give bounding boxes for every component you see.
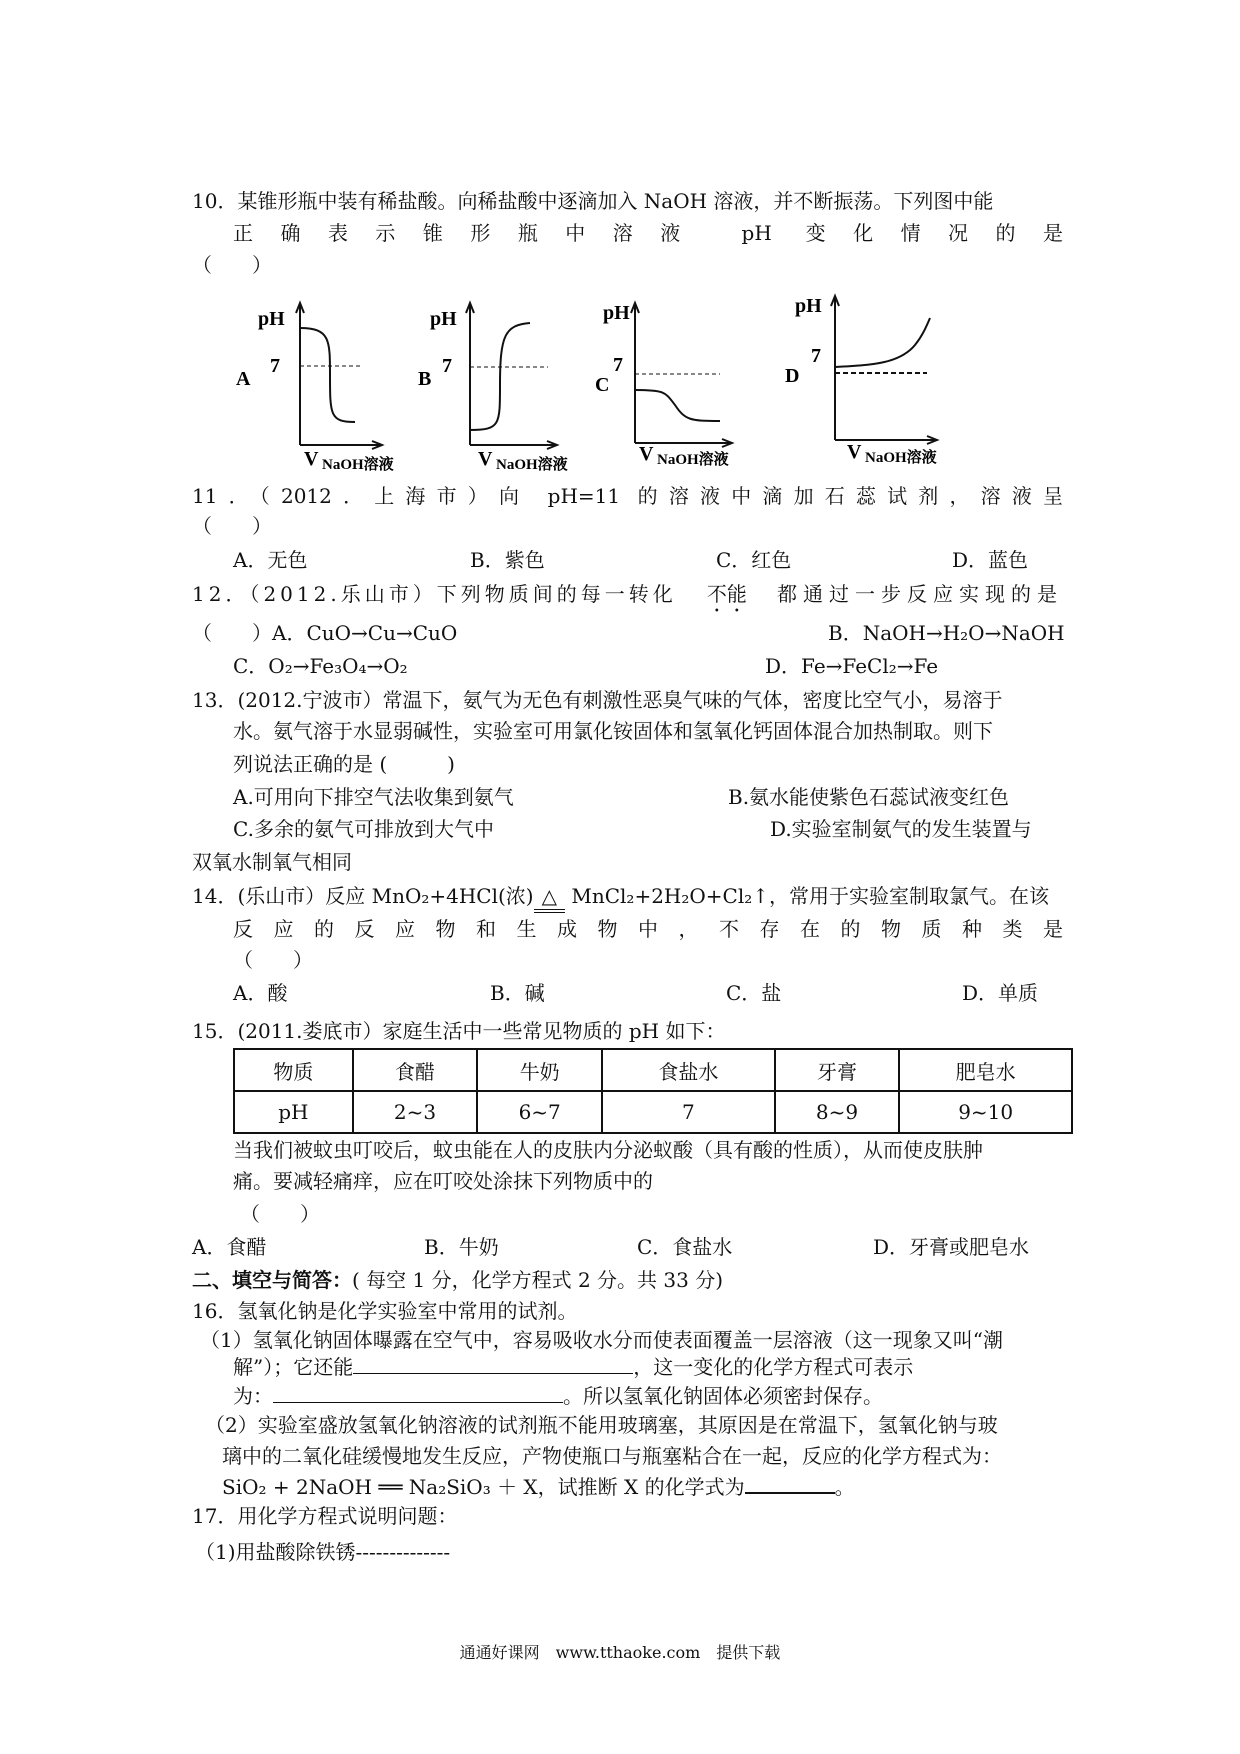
q16-line1: 16．氢氧化钠是化学实验室中常用的试剂。 (192, 1299, 578, 1323)
table-header: 牛奶 (477, 1049, 602, 1091)
text: 为： (233, 1384, 273, 1408)
q12-line1 (192, 581, 1063, 617)
q13-option-b: B.氨水能使紫色石蕊试液变红色 (728, 785, 1010, 809)
ph7-label: 7 (811, 345, 821, 367)
x-sub: NaOH溶液 (657, 452, 729, 468)
q13-option-d: D.实验室制氨气的发生装置与 (770, 817, 1032, 841)
q10-line1: 10．某锥形瓶中装有稀盐酸。向稀盐酸中逐滴加入 NaOH 溶液，并不断振荡。下列图中能 (192, 189, 994, 213)
ph7-label: 7 (613, 354, 623, 376)
y-label: pH (795, 295, 822, 317)
q11-line1: 11．（2012．上海市）向 pH=11 的溶液中滴加石蕊试剂，溶液呈 (192, 484, 1063, 508)
chart-d (785, 290, 985, 465)
q12-text-c: 都通过一步反应实现的是 (777, 582, 1063, 606)
q12-option-b: B．NaOH→H₂O→NaOH (828, 621, 1065, 645)
q17-line1: 17．用化学方程式说明问题： (192, 1504, 458, 1528)
q13-line1: 13．(2012.宁波市）常温下，氨气为无色有刺激性恶臭气味的气体，密度比空气小，易溶于 (192, 688, 1003, 712)
answer-blank-1[interactable] (353, 1353, 633, 1374)
q11-option-b: B．紫色 (470, 548, 545, 572)
footer: 通通好课网 www.tthaoke.com 提供下载 (459, 1643, 781, 1662)
heat-condition-symbol: △ (534, 883, 565, 913)
q15-line3: 痛。要减轻痛痒，应在叮咬处涂抹下列物质中的 (233, 1169, 653, 1193)
q16-p2-line2: 璃中的二氧化硅缓慢地发生反应，产物使瓶口与瓶塞粘合在一起，反应的化学方程式为： (222, 1444, 1002, 1468)
q11-option-c: C．红色 (716, 548, 792, 572)
q13-line6: 双氧水制氧气相同 (192, 850, 352, 874)
q13-line3: 列说法正确的是 ( ) (233, 752, 455, 776)
q14-line1 (192, 883, 1049, 913)
q14-text-b: MnCl₂+2H₂O+Cl₂↑，常用于实验室制取氯气。在该 (571, 884, 1050, 908)
q11-option-a: A．无色 (233, 548, 308, 572)
answer-blank-3[interactable] (745, 1472, 835, 1494)
ph7-label: 7 (270, 355, 280, 377)
q15-option-b: B．牛奶 (424, 1235, 499, 1259)
table-header: 食盐水 (602, 1049, 775, 1091)
option-letter: B (418, 368, 432, 390)
q16-p1-line3 (233, 1382, 883, 1409)
text: 。 (834, 1475, 855, 1499)
table-header: 肥皂水 (899, 1049, 1072, 1091)
q16-p2-line3 (222, 1472, 855, 1500)
q15-option-a: A．食醋 (192, 1235, 267, 1259)
x-sub: NaOH溶液 (496, 457, 568, 473)
x-sub: NaOH溶液 (322, 457, 394, 473)
text: 。所以氢氧化钠固体必须密封保存。 (563, 1384, 883, 1408)
q17-p1: （1)用盐酸除铁锈-------------- (195, 1540, 451, 1564)
q16-p1-line2 (233, 1353, 913, 1380)
q15-option-c: C．食盐水 (637, 1235, 733, 1259)
q14-option-b: B．碱 (490, 981, 545, 1005)
table-cell: pH (234, 1091, 353, 1133)
q12-option-d: D．Fe→FeCl₂→Fe (765, 654, 939, 678)
ph7-label: 7 (442, 355, 452, 377)
option-letter: C (595, 374, 610, 396)
q14-text-a: 14．(乐山市）反应 MnO₂+4HCl(浓) (192, 884, 534, 908)
table-cell: 7 (602, 1091, 775, 1133)
q15-line2: 当我们被蚊虫叮咬后，蚊虫能在人的皮肤内分泌蚁酸（具有酸的性质），从而使皮肤肿 (233, 1138, 983, 1162)
chart-b (418, 295, 620, 473)
section-note: ( 每空 1 分，化学方程式 2 分。共 33 分) (352, 1268, 724, 1292)
q12-option-c: C．O₂→Fe₃O₄→O₂ (233, 654, 408, 678)
y-label: pH (603, 302, 630, 324)
q12-text-a: 12．（2012.乐山市）下列物质间的每一转化 (192, 582, 677, 606)
y-label: pH (258, 308, 285, 330)
table-header: 食醋 (353, 1049, 478, 1091)
q15-option-d: D．牙膏或肥皂水 (873, 1235, 1030, 1259)
x-label: V (639, 443, 654, 465)
q10-line2: 正确表示锥形瓶中溶液 pH 变化情况的是 (233, 221, 1063, 245)
x-label: V (304, 448, 319, 470)
q14-option-c: C．盐 (726, 981, 782, 1005)
table-row (234, 1049, 1072, 1091)
section-title: 二、填空与简答： (192, 1268, 352, 1292)
table-header: 牙膏 (775, 1049, 900, 1091)
q11-blank: （ ） (192, 514, 272, 538)
text: SiO₂ + 2NaOH ══ Na₂SiO₃ ＋ X，试推断 X 的化学式为 (222, 1475, 745, 1499)
table-cell: 6~7 (477, 1091, 602, 1133)
text: 解”）；它还能 (233, 1355, 354, 1379)
q16-p2-line1: （2）实验室盛放氢氧化钠溶液的试剂瓶不能用玻璃塞，其原因是在常温下，氢氧化钠与玻 (205, 1413, 998, 1437)
q16-p1-line1: （1）氢氧化钠固体曝露在空气中，容易吸收水分而使表面覆盖一层溶液（这一现象又叫“潮 (200, 1328, 1003, 1352)
x-sub: NaOH溶液 (865, 450, 937, 466)
table-cell: 8~9 (775, 1091, 900, 1133)
q15-blank: （ ） (240, 1202, 320, 1226)
option-letter: A (236, 368, 251, 390)
q12-option-a: （ ）A．CuO→Cu→CuO (192, 621, 458, 645)
section-2-heading (192, 1267, 723, 1293)
answer-blank-2[interactable] (273, 1382, 563, 1403)
option-letter: D (785, 365, 800, 387)
q13-option-c: C.多余的氨气可排放到大气中 (233, 817, 494, 841)
x-label: V (847, 441, 862, 463)
q14-option-d: D．单质 (962, 981, 1039, 1005)
text: ，这一变化的化学方程式可表示 (633, 1355, 914, 1379)
q14-option-a: A．酸 (233, 981, 288, 1005)
q11-option-d: D．蓝色 (952, 548, 1029, 572)
ph-table (233, 1048, 1073, 1134)
q14-line2: 反应的反应物和生成物中，不存在的物质种类是 (233, 917, 1063, 941)
q13-line2: 水。氨气溶于水显弱碱性，实验室可用氯化铵固体和氢氧化钙固体混合加热制取。则下 (233, 719, 993, 743)
x-label: V (478, 448, 493, 470)
table-row (234, 1091, 1072, 1133)
q13-option-a: A.可用向下排空气法收集到氨气 (233, 785, 514, 809)
q10-blank: （ ） (192, 253, 272, 277)
chart-a (230, 295, 430, 473)
table-header: 物质 (234, 1049, 353, 1091)
q15-line1: 15．(2011.娄底市）家庭生活中一些常见物质的 pH 如下： (192, 1019, 726, 1043)
table-cell: 2~3 (353, 1091, 478, 1133)
table-cell: 9~10 (899, 1091, 1072, 1133)
q14-blank: （ ） (233, 948, 313, 972)
y-label: pH (430, 308, 457, 330)
chart-c (595, 295, 795, 470)
q12-emphasis: 不能 (706, 582, 747, 606)
